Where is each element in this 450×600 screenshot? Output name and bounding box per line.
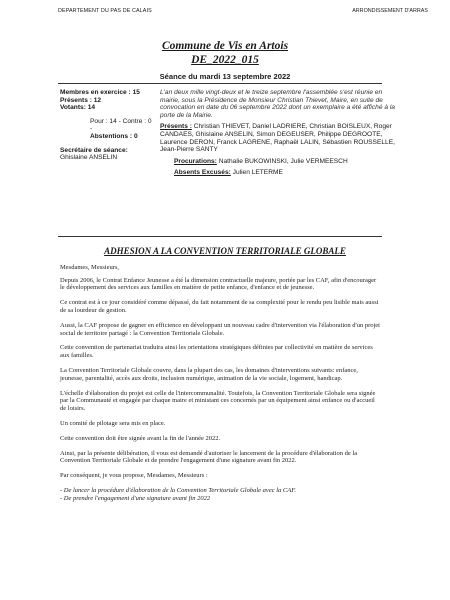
proposal-item-1: - De lancer la procédure d'élaboration de la Convention Territoriale Globale avec la CAF. [60,487,296,495]
arrondissement-header: ARRONDISSEMENT D'ARRAS [352,8,428,14]
section-divider [58,236,382,237]
members-in-office: Membres en exercice : 15 [60,89,140,96]
top-divider [58,83,382,84]
secretary-label: Secrétaire de séance: [60,146,128,154]
presents-names: Christian THIEVET, Daniel LADRIERE, Christian BOISLEUX, Roger CANDAES, Ghislaine ANSELIN, Simon DEGEUSER, Philippe DEGROOTE, Laurence DERON, Franck LAGRENE, Raphaël LALIN, Sébastien ROUSSELLE, Jean-Pierre SANTY [160,123,395,154]
paragraph-2: Ce contrat est à ce jour considéré comme dépassé, du fait notamment de sa complexité pour le rendu peu lisible mais aussi de sa lourdeur de gestion. [60,299,379,314]
commune-title: Commune de Vis en Artois [161,40,289,52]
paragraph-7: Un comité de pilotage sera mis en place. [60,419,166,427]
absents-names: Julien LETERME [232,169,283,177]
section-title: ADHESION A LA CONVENTION TERRITORIALE GLOBALE [104,246,346,256]
members-voting: Votants: 14 [60,104,96,112]
deliberation-body [60,264,382,503]
absents-label: Absents Excusés: [174,169,231,177]
members-present: Présents : 12 [60,96,102,104]
vote-result: Pour : 14 - Contre : 0 - [90,117,152,133]
session-date: Séance du mardi 13 septembre 2022 [159,72,291,81]
paragraph-5: La Convention Territoriale Globale couvre, dans la plupart des cas, les domaines d'interventions suivants: enfance, jeunesse, parentalité, accès aux droits, inclusion numérique, animation de la vie sociale, logement, handicap. [60,367,358,382]
paragraph-3: Aussi, la CAF propose de gagner en efficience en développant un nouveau cadre d'intervention via l'élaboration d'un projet social de territoire partagé : la Convention Territoriale Globale. [60,321,380,337]
paragraph-9: Ainsi, par la présente délibération, il vous est demandé d'autoriser le lancement de la procédure d'élaboration de la Convention Territoriale Globale et de prendre l'engagement d'une signature avant fin 2022. [60,449,358,465]
department-header: DEPARTEMENT DU PAS DE CALAIS [58,8,152,14]
presents-label: Présents : [160,123,192,131]
procurations-label: Procurations: [174,157,217,165]
paragraph-4: Cette convention de partenariat traduira ainsi les orientations stratégiques définies par collectivité en matière de services aux familles. [60,344,373,360]
procurations-line [160,158,396,166]
members-summary [60,89,155,162]
paragraph-10: Par conséquent, je vous propose, Mesdames, Messieurs : [60,472,208,480]
proposal-item-2: - De prendre l'engagement d'une signature avant fin 2022 [60,494,211,502]
proposal-list [60,487,382,502]
procurations-names: Nathalie BUKOWINSKI, Julie VERMEESCH [218,157,348,165]
salutation: Mesdames, Messieurs, [60,264,120,271]
meeting-intro: L'an deux mille vingt-deux et le treize septembre l'assemblée s'est réunie en mairie, sous la Présidence de Monsieur Christian Thievet, Maire, en suite de convocation en date du 06 septembre 2022 dont un exemplaire a été affiché à la porte de la Mairie. [160,89,395,119]
secretary-name: Ghislaine ANSELIN [60,154,118,162]
abstentions: Abstentions : 0 [90,132,138,140]
paragraph-6: L'échelle d'élaboration du projet est celle de l'intercommunalité. Toutefois, la Convention Territoriale Globale sera signée par la Communauté et engagée par chaque maire et ministant ces concernés par un équipement ainsi enfance ou d'accueil de loisirs. [60,389,376,413]
presents-line [160,123,396,153]
paragraph-8: Cette convention doit être signée avant la fin de l'année 2022. [60,434,221,442]
absents-line [160,169,396,177]
paragraph-1: Depuis 2006, le Contrat Enfance Jeunesse a été la dimension contractuelle majeure, portée par les CAF, afin d'encourager le développement des services aux familles en matière de petite enfance, d'enfance et de jeunesse. [60,276,377,292]
attendance-block [160,89,396,181]
deliberation-ref: DE_2022_015 [191,54,259,66]
